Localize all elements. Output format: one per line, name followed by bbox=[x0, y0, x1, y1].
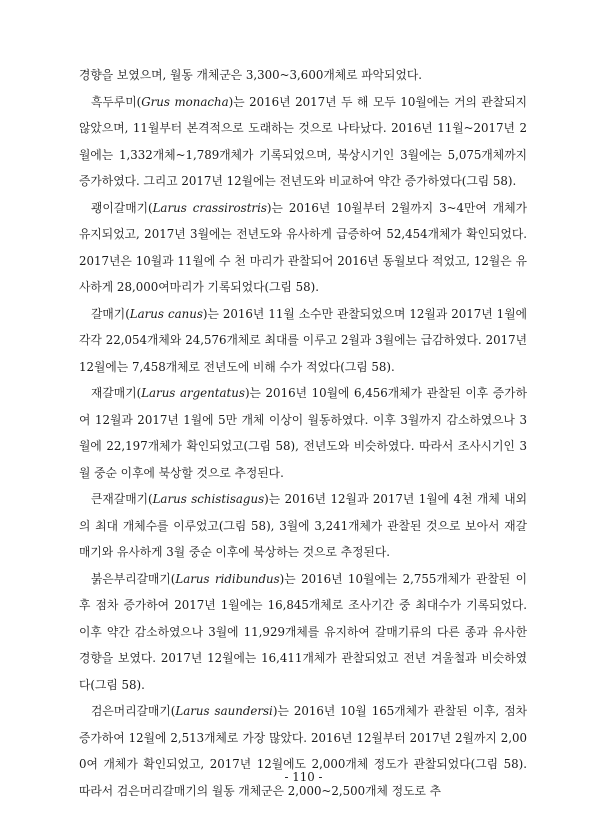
paragraph-text: 흑두루미( bbox=[91, 94, 142, 109]
scientific-name: Larus schistisagus bbox=[152, 492, 265, 506]
paragraph bbox=[79, 301, 527, 381]
paragraph bbox=[79, 89, 527, 195]
paragraph-text: 갈매기( bbox=[91, 306, 130, 321]
paragraph-text: )는 2016년 10월에는 2,755개체가 관찰된 이후 점차 증가하여 2017년 1월에는 16,845개체로 조사기간 중 최대수가 기록되었다. 이후 약간 감소하였으나 3월에 11,929개체를 유지하여 갈매기류의 다른 종과 유사한 경향을 보였다. 2017년 12월에는 16,411개체가 관찰되었고 전년 겨울철과 비슷하였다(그림 58). bbox=[79, 571, 527, 692]
paragraph-text: )는 2016년 12월과 2017년 1월에 4천 개체 내외의 최대 개체수를 이루었고(그림 58), 3월에 3,241개체가 관찰된 것으로 보아서 재갈매기와 유사하게 3월 중순 이후에 북상하는 것으로 추정된다. bbox=[79, 492, 527, 559]
paragraph bbox=[79, 566, 527, 699]
paragraph-text: )는 2016년 11월 소수만 관찰되었으며 12월과 2017년 1월에 각각 22,054개체와 24,576개체로 최대를 이루고 2월과 3월에는 급감하였다. 2017년 12월에는 7,458개체로 전년도에 비해 수가 적었다(그림 58). bbox=[79, 306, 527, 374]
paragraph-text: 검은머리갈매기( bbox=[91, 704, 176, 718]
paragraph-text: )는 2016년 2017년 두 해 모두 10월에는 거의 관찰되지 않았으며, 11월부터 본격적으로 도래하는 것으로 나타났다. 2016년 11월~2017년 2월에는 1,332개체~1,789개체가 기록되었으며, 북상시기인 3월에는 5,075개체까지 증가하였다. 그리고 2017년 12월에는 전년도와 비교하여 약간 증가하였다(그림 58). bbox=[79, 94, 527, 188]
scientific-name: Larus ridibundus bbox=[175, 571, 280, 586]
paragraph-text: 괭이갈매기( bbox=[91, 200, 153, 215]
paragraph-text: 경향을 보였으며, 월동 개체군은 3,300~3,600개체로 파악되었다. bbox=[79, 68, 422, 82]
scientific-name: Larus crassirostris bbox=[152, 200, 267, 215]
paragraph bbox=[79, 195, 527, 301]
paragraph-text: )는 2016년 10월 165개체가 관찰된 이후, 점차 증가하여 12월에 2,513개체로 가장 많았다. 2016년 12월부터 2017년 2월까지 2,000여 개체가 확인되었고, 2017년 12월에도 2,000개체 정도가 관찰되었다(그림 58). 따라서 검은머리갈매기의 월동 개체군은 2,000~2,500개체 정도로 추 bbox=[79, 704, 527, 798]
paragraph-text: 재갈매기( bbox=[91, 386, 142, 400]
scientific-name: Larus canus bbox=[129, 306, 203, 321]
paragraph bbox=[79, 380, 527, 486]
page-number: - 110 - bbox=[284, 770, 323, 784]
paragraph-text: )는 2016년 10월에 6,456개체가 관찰된 이후 증가하여 12월과 2017년 1월에 5만 개체 이상이 월동하였다. 이후 3월까지 감소하였으나 3월에 22,197개체가 확인되었고(그림 58), 전년도와 비슷하였다. 따라서 조사시기인 3월 중순 이후에 북상할 것으로 추정된다. bbox=[79, 386, 527, 480]
scientific-name: Larus argentatus bbox=[141, 386, 245, 400]
paragraph bbox=[79, 486, 527, 566]
scientific-name: Larus saundersi bbox=[175, 704, 273, 718]
paragraph-text: )는 2016년 10월부터 2월까지 3~4만여 개체가 유지되었고, 2017년 3월에는 전년도와 유사하게 급증하여 52,454개체가 확인되었다. 2017년은 10월과 11월에 수 천 마리가 관찰되어 2016년 동월보다 적었고, 12월은 유사하게 28,000여마리가 기록되었다(그림 58). bbox=[79, 200, 527, 294]
paragraph bbox=[79, 698, 527, 804]
paragraph bbox=[79, 62, 527, 89]
paragraph-text: 붉은부리갈매기( bbox=[91, 571, 176, 586]
body-text bbox=[79, 62, 527, 804]
paragraph-text: 큰재갈매기( bbox=[91, 492, 153, 506]
scientific-name: Grus monacha bbox=[141, 94, 229, 109]
